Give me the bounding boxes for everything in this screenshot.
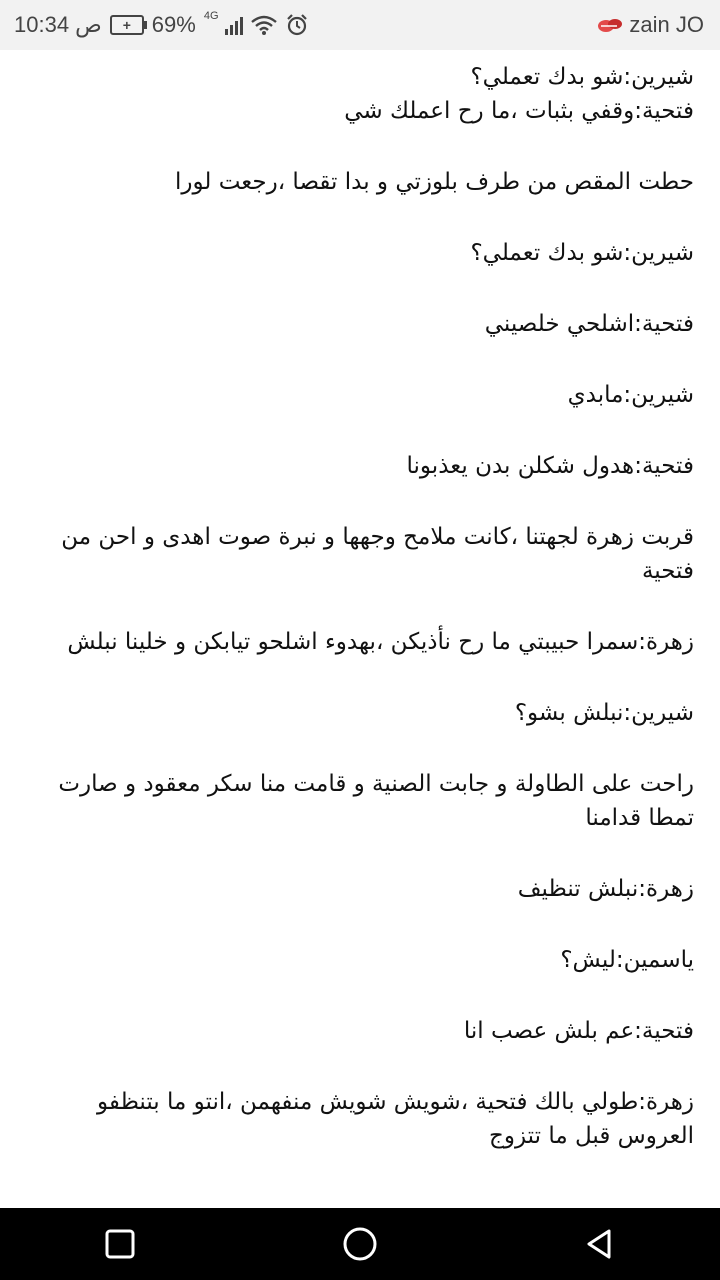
clock: 10:34 ص <box>14 12 102 37</box>
story-line: شيرين:نبلش بشو؟ <box>514 700 694 726</box>
status-left <box>14 0 309 50</box>
back-button[interactable] <box>560 1214 640 1274</box>
story-line: زهرة:طولي بالك فتحية ،شويش شويش منفهمن ،انتو ما بتنظفو العروس قبل ما تتزوج <box>97 1089 694 1149</box>
recents-square-icon <box>104 1228 136 1260</box>
back-triangle-icon <box>583 1227 617 1261</box>
story-line: راحت على الطاولة و جابت الصنية و قامت منا سكر معقود و صارت تمطا قدامنا <box>58 771 694 831</box>
story-content[interactable] <box>0 50 720 1208</box>
home-button[interactable] <box>320 1214 400 1274</box>
story-line: قربت زهرة لجهتنا ،كانت ملامح وجهها و نبرة صوت اهدى و احن من فتحية <box>61 524 694 584</box>
story-line: زهرة:سمرا حبيبتي ما رح نأذيكن ،بهدوء اشلحو تيابكن و خلينا نبلش <box>67 629 694 655</box>
story-line: فتحية:وقفي بثبات ،ما رح اعملك شي <box>344 98 694 124</box>
battery-icon: + <box>110 15 144 35</box>
carrier-name: zain JO <box>629 12 704 37</box>
wifi-icon <box>251 15 277 35</box>
signal-icon <box>225 15 243 35</box>
status-bar <box>0 0 720 50</box>
story-line: ياسمين:ليش؟ <box>560 947 694 973</box>
story-line: فتحية:اشلحي خلصيني <box>484 311 694 337</box>
story-line: شيرين:شو بدك تعملي؟ <box>470 240 694 266</box>
story-line: زهرة:نبلش تنظيف <box>517 876 694 902</box>
story-line: فتحية:عم بلش عصب انا <box>463 1018 694 1044</box>
network-type: 4G <box>203 10 219 22</box>
story-text <box>0 50 720 1153</box>
carrier-logo-icon <box>597 15 623 35</box>
status-right <box>597 0 704 50</box>
story-line: فتحية:هدول شكلن بدن يعذبونا <box>406 453 694 479</box>
alarm-icon <box>285 13 309 37</box>
story-line: شيرين:شو بدك تعملي؟ <box>470 64 694 90</box>
recents-button[interactable] <box>80 1214 160 1274</box>
navigation-bar <box>0 1208 720 1280</box>
home-circle-icon <box>342 1226 378 1262</box>
story-line: شيرين:مابدي <box>567 382 694 408</box>
story-line: حطت المقص من طرف بلوزتي و بدا تقصا ،رجعت لورا <box>175 169 694 195</box>
battery-percent: 69% <box>151 12 196 37</box>
